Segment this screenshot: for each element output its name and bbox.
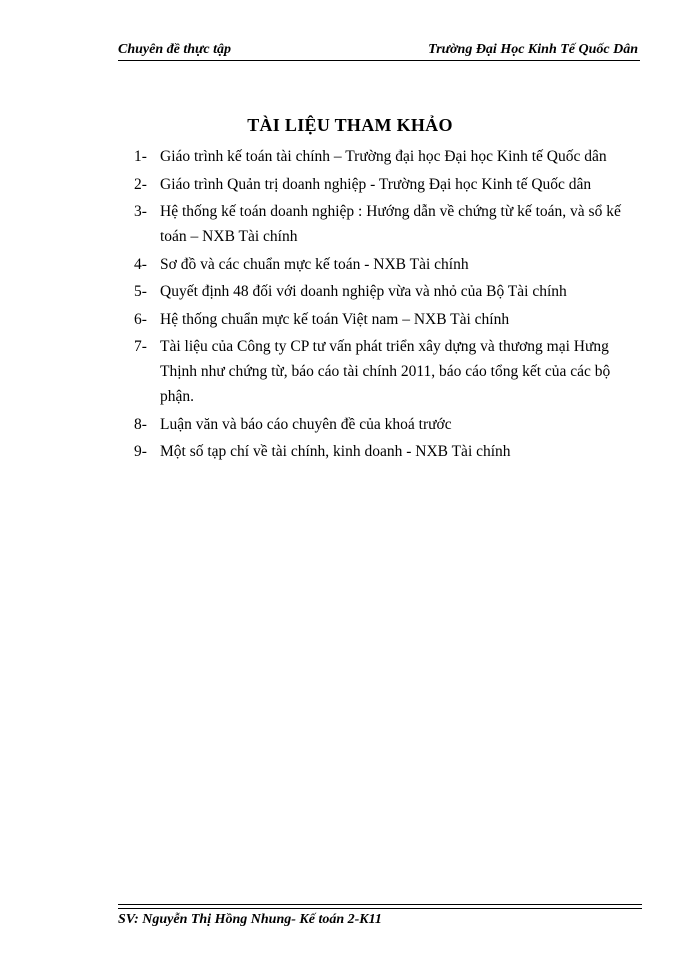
footer-divider-top (118, 904, 642, 905)
reference-text: Giáo trình kế toán tài chính – Trường đại học Đại học Kinh tế Quốc dân (160, 148, 607, 165)
reference-number: 9- (134, 443, 147, 460)
reference-text: Hệ thống chuẩn mực kế toán Việt nam – NXB Tài chính (160, 310, 510, 328)
reference-number: 7- (134, 338, 147, 355)
reference-number: 3- (134, 203, 147, 220)
reference-text: Sơ đồ và các chuẩn mực kế toán - NXB Tài chính (160, 255, 469, 273)
reference-list (134, 144, 646, 467)
reference-item (134, 307, 646, 332)
reference-text: Tài liệu của Công ty CP tư vấn phát triển xây dựng và thương mại Hưng Thịnh như chứng từ, báo cáo tài chính 2011, báo cáo tổng kết của các bộ phận. (160, 338, 611, 405)
reference-item (134, 439, 646, 464)
reference-item (134, 199, 646, 249)
page-footer: SV: Nguyễn Thị Hồng Nhung- Kế toán 2-K11 (118, 912, 382, 927)
reference-item (134, 172, 646, 197)
reference-item (134, 252, 646, 277)
reference-text: Quyết định 48 đối với doanh nghiệp vừa và nhỏ của Bộ Tài chính (160, 283, 567, 300)
reference-text: Một số tạp chí về tài chính, kinh doanh - NXB Tài chính (160, 443, 511, 460)
header-right-text: Trường Đại Học Kinh Tế Quốc Dân (428, 42, 638, 57)
reference-item (134, 412, 646, 437)
reference-text: Luận văn và báo cáo chuyên đề của khoá trước (160, 415, 452, 433)
reference-item (134, 279, 646, 304)
page-header (118, 40, 638, 60)
header-divider (118, 60, 640, 61)
header-left-text: Chuyên đề thực tập (118, 42, 232, 57)
reference-number: 4- (134, 255, 147, 273)
footer-divider-bottom (118, 908, 642, 909)
reference-number: 5- (134, 283, 147, 300)
reference-number: 6- (134, 310, 147, 328)
reference-item (134, 144, 646, 169)
reference-number: 1- (134, 148, 147, 165)
reference-item (134, 334, 646, 409)
reference-text: Hệ thống kế toán doanh nghiệp : Hướng dẫn về chứng từ kế toán, và sổ kế toán – NXB Tài chính (160, 203, 621, 245)
page-title: TÀI LIỆU THAM KHẢO (247, 115, 453, 135)
reference-number: 8- (134, 415, 147, 433)
reference-number: 2- (134, 175, 147, 193)
reference-text: Giáo trình Quản trị doanh nghiệp - Trường Đại học Kinh tế Quốc dân (160, 175, 592, 193)
